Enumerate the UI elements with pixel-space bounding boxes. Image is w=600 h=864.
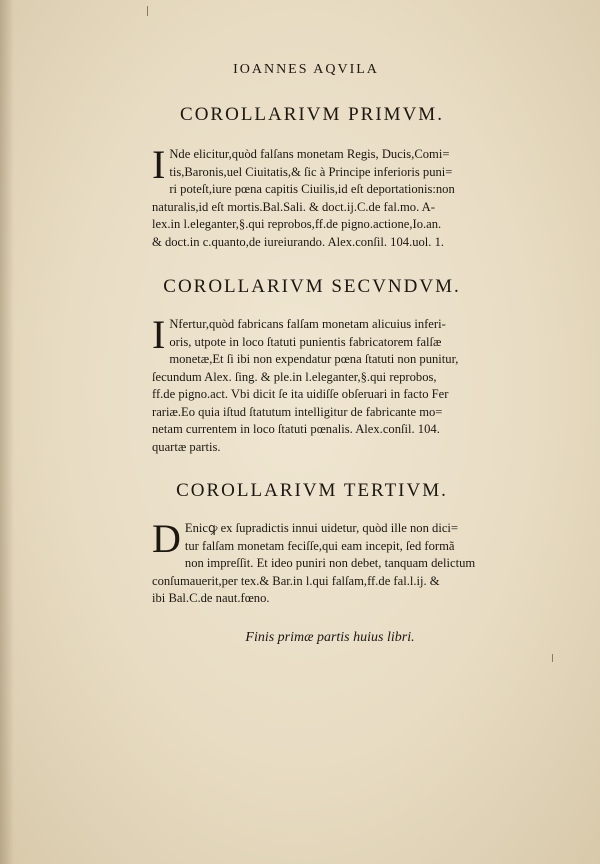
text-line: oris, utpote in loco ſtatuti punientis fabricatorem falſæ <box>169 334 442 349</box>
text-line: Nde elicitur,quòd falſans monetam Regis, Ducis,Comi= <box>169 147 450 161</box>
running-head: IOANNES AQVILA <box>233 62 379 77</box>
text-line: & doct.in c.quanto,de iureiurando. Alex.conſil. 104.uol. 1. <box>152 234 445 249</box>
dropcap: I <box>152 142 166 187</box>
text-line: monetæ,Et ſi ibi non expendatur pœna ſtatuti non punitur, <box>169 352 459 366</box>
paragraph-corollary-3 <box>152 516 560 608</box>
text-line: tis,Baronis,uel Ciuitatis,& ſic à Principe inferioris puni= <box>169 164 453 179</box>
paper-mark <box>552 654 553 662</box>
explicit-line: Finis primæ partis huius libri. <box>245 630 415 645</box>
text-line: ſecundum Alex. ſing. & ple.in l.eleganter,§.qui reprobos, <box>152 369 437 384</box>
heading-corollary-2: COROLLARIVM SECVNDVM. <box>163 276 461 297</box>
paragraph-corollary-2 <box>152 312 560 456</box>
dropcap: I <box>152 312 166 357</box>
text-line: tur falſam monetam feciſſe,qui eam incepit, ſed formã <box>184 538 455 553</box>
text-line: netam currentem in loco ſtatuti pœnalis. Alex.conſil. 104. <box>152 422 440 436</box>
heading-corollary-3: COROLLARIVM TERTIVM. <box>176 480 448 501</box>
dropcap: D <box>152 516 181 561</box>
text-line: Enicꝙ ex ſupradictis innui uidetur, quòd ille non dici= <box>184 521 459 535</box>
paragraph-corollary-1 <box>152 142 560 251</box>
text-line: conſumauerit,per tex.& Bar.in l.qui falſam,ff.de fal.l.ij. & <box>152 573 440 588</box>
text-line: quartæ partis. <box>152 439 221 454</box>
text-line: lex.in l.eleganter,§.qui reprobos,ff.de pigno.actione,Io.an. <box>152 217 442 231</box>
text-line: ri poteſt,iure pœna capitis Ciuilis,id eſt deportationis:non <box>169 182 455 196</box>
text-line: rariæ.Eo quia iſtud ſtatutum intelligitur de fabricante mo= <box>152 404 443 419</box>
text-line: non impreſſit. Et ideo puniri non debet, tanquam delictum <box>184 556 476 570</box>
paper-mark <box>147 6 148 16</box>
text-line: ff.de pigno.act. Vbi dicit ſe ita uidiſſe obſeruari in facto Fer <box>152 387 449 401</box>
text-line: naturalis,id eſt mortis.Bal.Sali. & doct.ij.C.de fal.mo. A- <box>152 199 435 214</box>
binding-shadow <box>0 0 14 864</box>
text-line: ibi Bal.C.de naut.fœno. <box>152 591 270 605</box>
text-line: Nfertur,quòd fabricans falſam monetam alicuius inferi- <box>169 317 446 331</box>
heading-corollary-1: COROLLARIVM PRIMVM. <box>180 104 444 125</box>
